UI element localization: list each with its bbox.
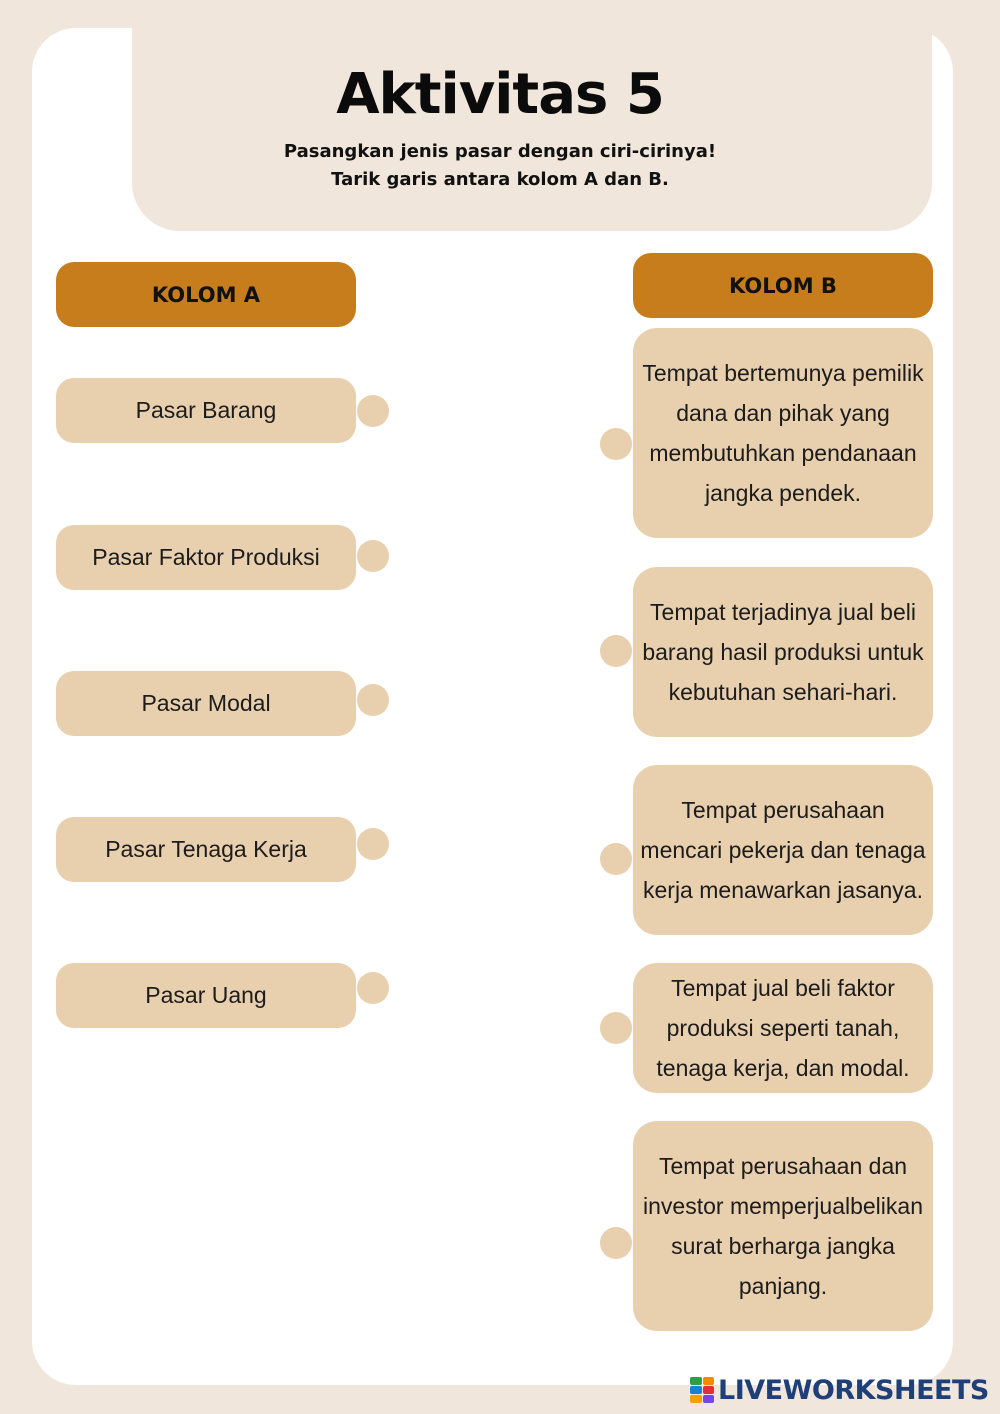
column-b-connector-dot[interactable]: [600, 1227, 632, 1259]
column-b-item: Tempat perusahaan mencari pekerja dan tenaga kerja menawarkan jasanya.: [633, 765, 933, 935]
column-a-header: KOLOM A: [56, 262, 356, 327]
column-b-connector-dot[interactable]: [600, 635, 632, 667]
column-a-connector-dot[interactable]: [357, 684, 389, 716]
column-b-item: Tempat jual beli faktor produksi seperti tanah, tenaga kerja, dan modal.: [633, 963, 933, 1093]
liveworksheets-logo: [690, 1372, 989, 1408]
column-b-header: KOLOM B: [633, 253, 933, 318]
column-a-item-pasar-uang: Pasar Uang: [56, 963, 356, 1028]
column-a-connector-dot[interactable]: [357, 540, 389, 572]
column-b-connector-dot[interactable]: [600, 843, 632, 875]
column-a-item-pasar-barang: Pasar Barang: [56, 378, 356, 443]
column-b-item: Tempat bertemunya pemilik dana dan pihak yang membutuhkan pendanaan jangka pendek.: [633, 328, 933, 538]
column-b-connector-dot[interactable]: [600, 1012, 632, 1044]
column-a-connector-dot[interactable]: [357, 828, 389, 860]
instruction-line-1: Pasangkan jenis pasar dengan ciri-cirinya!: [283, 141, 717, 162]
column-a-connector-dot[interactable]: [357, 972, 389, 1004]
column-b-item: Tempat perusahaan dan investor memperjualbelikan surat berharga jangka panjang.: [633, 1121, 933, 1331]
column-a-item-pasar-faktor-produksi: Pasar Faktor Produksi: [56, 525, 356, 590]
instruction-line-2: Tarik garis antara kolom A dan B.: [331, 169, 669, 190]
column-b-item: Tempat terjadinya jual beli barang hasil produksi untuk kebutuhan sehari-hari.: [633, 567, 933, 737]
column-a-item-pasar-tenaga-kerja: Pasar Tenaga Kerja: [56, 817, 356, 882]
page-title: Aktivitas 5: [336, 62, 664, 127]
liveworksheets-logo-icon: [690, 1377, 714, 1403]
liveworksheets-brand-text: LIVEWORKSHEETS: [718, 1374, 989, 1406]
column-b-connector-dot[interactable]: [600, 428, 632, 460]
column-a-item-pasar-modal: Pasar Modal: [56, 671, 356, 736]
column-a-connector-dot[interactable]: [357, 395, 389, 427]
